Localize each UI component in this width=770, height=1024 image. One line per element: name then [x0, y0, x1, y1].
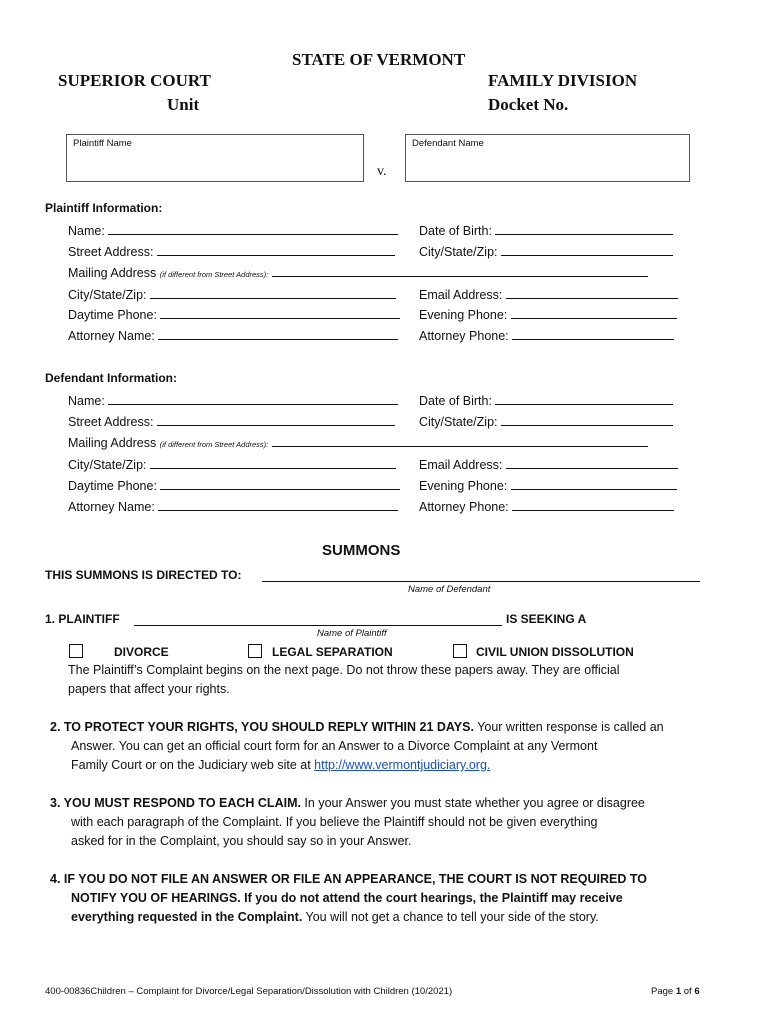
plaintiff-mailing-field[interactable]: Mailing Address (if different from Street Address): — [68, 264, 648, 280]
defendant-info-heading: Defendant Information: — [45, 371, 177, 385]
plaintiff-name-field[interactable]: Name: — [68, 222, 398, 238]
directed-to-label: THIS SUMMONS IS DIRECTED TO: — [45, 568, 242, 582]
defendant-attorney-phone-field[interactable]: Attorney Phone: — [419, 498, 674, 514]
defendant-name-line[interactable] — [262, 567, 700, 582]
item3-text: 3. YOU MUST RESPOND TO EACH CLAIM. In your Answer you must state whether you agree or disagree with each paragraph of the Complaint. If you believe the Plaintiff should not be given everything asked for in the Complaint, you should say so in your Answer. — [50, 796, 645, 848]
plaintiff-csz-field[interactable]: City/State/Zip: — [419, 243, 673, 259]
plaintiff-name-label: Plaintiff Name — [73, 138, 132, 149]
judiciary-website-link[interactable]: http://www.vermontjudiciary.org. — [314, 758, 491, 772]
defendant-csz-field[interactable]: City/State/Zip: — [419, 413, 673, 429]
plaintiff-name-line[interactable] — [134, 611, 502, 626]
defendant-attorney-name-field[interactable]: Attorney Name: — [68, 498, 398, 514]
plaintiff-attorney-phone-field[interactable]: Attorney Phone: — [419, 327, 674, 343]
docket-label: Docket No. — [488, 95, 569, 114]
page-number: Page 1 of 6 — [651, 986, 700, 997]
plaintiff-info-heading: Plaintiff Information: — [45, 201, 163, 215]
plaintiff-street-field[interactable]: Street Address: — [68, 243, 395, 259]
legal-separation-label: LEGAL SEPARATION — [272, 645, 393, 659]
plaintiff-email-field[interactable]: Email Address: — [419, 286, 678, 302]
name-of-defendant-caption: Name of Defendant — [408, 584, 491, 595]
footer-form-id: 400-00836Children – Complaint for Divorce/Legal Separation/Dissolution with Children (10/2021) — [45, 986, 453, 997]
item4-text: 4. IF YOU DO NOT FILE AN ANSWER OR FILE AN APPEARANCE, THE COURT IS NOT REQUIRED TO NOTIFY YOU OF HEARINGS. If you do not attend the court hearings, the Plaintiff may receive everything requested in the Complaint. You will not get a chance to tell your side of the story. — [50, 872, 648, 924]
defendant-dob-field[interactable]: Date of Birth: — [419, 392, 673, 408]
item2-text: 2. TO PROTECT YOUR RIGHTS, YOU SHOULD REPLY WITHIN 21 DAYS. Your written response is called an Answer. You can get an official court form for an Answer to a Divorce Complaint at any Vermont Family Court or on the Judiciary web site at http://www.vermontjudiciary.org. — [50, 720, 664, 772]
divorce-checkbox[interactable] — [69, 644, 83, 658]
state-heading: STATE OF VERMONT — [292, 50, 466, 69]
legal-separation-checkbox[interactable] — [248, 644, 262, 658]
plaintiff-attorney-name-field[interactable]: Attorney Name: — [68, 327, 398, 343]
plaintiff-day-phone-field[interactable]: Daytime Phone: — [68, 306, 400, 322]
item1-text: The Plaintiff’s Complaint begins on the next page. Do not throw these papers away. They are official papers that affect your rights. — [68, 663, 620, 696]
defendant-eve-phone-field[interactable]: Evening Phone: — [419, 477, 677, 493]
plaintiff-eve-phone-field[interactable]: Evening Phone: — [419, 306, 677, 322]
item1-plaintiff-label: 1. PLAINTIFF — [45, 612, 120, 626]
summons-title: SUMMONS — [322, 542, 401, 559]
unit-label: Unit — [167, 95, 200, 114]
defendant-name-field[interactable]: Name: — [68, 392, 398, 408]
divorce-label: DIVORCE — [114, 645, 169, 659]
civil-union-label: CIVIL UNION DISSOLUTION — [476, 645, 634, 659]
civil-union-checkbox[interactable] — [453, 644, 467, 658]
division-heading: FAMILY DIVISION — [488, 71, 638, 90]
name-of-plaintiff-caption: Name of Plaintiff — [317, 628, 387, 639]
defendant-street-field[interactable]: Street Address: — [68, 413, 395, 429]
plaintiff-csz2-field[interactable]: City/State/Zip: — [68, 286, 396, 302]
defendant-email-field[interactable]: Email Address: — [419, 456, 678, 472]
versus-label: v. — [377, 164, 387, 179]
item1-seeking-label: IS SEEKING A — [506, 612, 587, 626]
defendant-name-label: Defendant Name — [412, 138, 484, 149]
defendant-name-box[interactable] — [405, 134, 690, 182]
plaintiff-name-box[interactable] — [66, 134, 364, 182]
defendant-mailing-field[interactable]: Mailing Address (if different from Street Address): — [68, 434, 648, 450]
plaintiff-dob-field[interactable]: Date of Birth: — [419, 222, 673, 238]
defendant-csz2-field[interactable]: City/State/Zip: — [68, 456, 396, 472]
court-heading: SUPERIOR COURT — [58, 71, 211, 90]
defendant-day-phone-field[interactable]: Daytime Phone: — [68, 477, 400, 493]
